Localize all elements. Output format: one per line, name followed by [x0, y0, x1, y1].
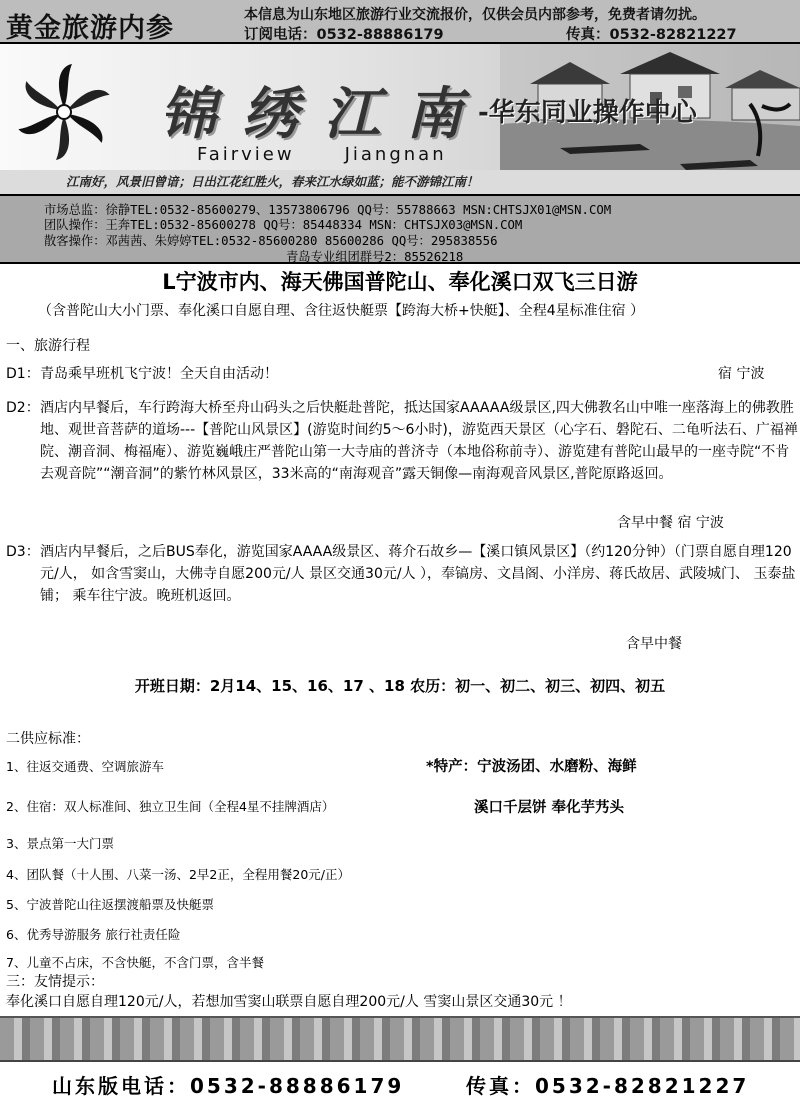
member-notice: 本信息为山东地区旅游行业交流报价，仅供会员内部参考，免费者请勿扰。	[244, 7, 706, 23]
flower-logo-icon	[14, 62, 114, 162]
tour-inclusion: （含普陀山大小门票、奉化溪口自愿自理、含往返快艇票【跨海大桥+快艇】、全程4星标准住宿 ）	[38, 303, 645, 319]
standard-item: 3、景点第一大门票	[6, 836, 114, 851]
calligraphy-title: 锦绣江南	[160, 81, 488, 147]
day-2-note: 含早中餐 宿 宁波	[617, 515, 724, 531]
section-standards: 二供应标准：	[6, 731, 90, 747]
english-name-right: Jiangnan	[344, 144, 447, 165]
day-text: 酒店内早餐后，车行跨海大桥至舟山码头之后快艇赴普陀，抵达国家AAAAA级景区,四大佛教名山中唯一座落海上的佛教胜地、观世音菩萨的道场---【普陀山风景区】(游览时间约5～6小时)，游览西天景区（心字石、磐陀石、二龟听法石、广福禅院、潮音洞、梅福庵）、游览巍峨庄严普陀山第一大寺庙的普济寺（本地俗称前寺）、游览建有普陀山最早的一座寺院“不肯去观音院”“潮音洞”的紫竹林风景区，33米高的“南海观音”露天铜像—南海观音风景区,普陀原路返回。	[40, 400, 798, 482]
standard-item: 2、住宿：双人标准间、独立卫生间（全程4星不挂牌酒店）	[6, 799, 335, 814]
decorative-band	[0, 1016, 800, 1062]
day-text: 青岛乘早班机飞宁波！全天自由活动！	[40, 366, 278, 382]
english-name	[197, 144, 497, 165]
standard-item: 7、儿童不占床，不含快艇，不含门票，含半餐	[6, 955, 264, 970]
footer-phone: 山东版电话：0532-88886179	[52, 1074, 405, 1098]
tour-title: L宁波市内、海天佛国普陀山、奉化溪口双飞三日游	[162, 270, 638, 294]
contact-block	[0, 194, 800, 264]
contact-row-individual: 散客操作：邓茜茜、朱婷婷TEL:0532-85600280 85600286 QQ号：295838556	[44, 234, 498, 248]
section-tips: 三：友情提示：	[6, 974, 104, 990]
footer-fax: 传真：0532-82821227	[466, 1074, 750, 1098]
fax-number: 传真：0532-82821227	[566, 27, 737, 43]
contact-row-group: 青岛专业组团群号2：85526218	[286, 250, 464, 264]
contact-row-market: 市场总监：徐静TEL:0532-85600279、13573806796 QQ号：55788663 MSN:CHTSJX01@MSN.COM	[44, 203, 612, 217]
banner-poem: 江南好，风景旧曾谙；日出江花红胜火，春来江水绿如蓝；能不游锦江南！	[0, 170, 800, 194]
day-label: D3：	[6, 544, 40, 560]
standard-item: 6、优秀导游服务 旅行社责任险	[6, 927, 181, 942]
day-label: D1：	[6, 366, 40, 382]
top-info-bar	[0, 0, 800, 44]
day-1-note: 宿 宁波	[718, 366, 765, 382]
standard-item: 4、团队餐（十人围、八菜一汤、2早2正，全程用餐20元/正）	[6, 867, 350, 882]
specialty-line-2: 溪口千层饼 奉化芋艿头	[474, 800, 625, 816]
banner	[0, 44, 800, 194]
section-itinerary: 一、旅游行程	[6, 338, 90, 354]
contact-row-team: 团队操作：王奔TEL:0532-85600278 QQ号：85448334 MSN：CHTSJX03@MSN.COM	[44, 218, 523, 232]
departure-dates: 开班日期：2月14、15、16、17 、18 农历：初一、初二、初三、初四、初五	[134, 677, 666, 695]
day-3-note: 含早中餐	[626, 636, 682, 652]
footer	[0, 1062, 800, 1100]
friendly-tip: 奉化溪口自愿自理120元/人，若想加雪窦山联票自愿自理200元/人 雪窦山景区交通30元 ！	[6, 994, 572, 1010]
day-text: 酒店内早餐后，之后BUS奉化，游览国家AAAA级景区、蒋介石故乡—【溪口镇风景区】（约120分钟）（门票自愿自理120元/人， 如含雪窦山，大佛寺自愿200元/人 景区交通30元/人 ），奉镐房、文昌阁、小洋房、蒋氏故居、武陵城门、 玉泰盐铺； 乘车往宁波。晚班机返回。	[40, 544, 796, 604]
day-label: D2：	[6, 400, 40, 416]
banner-slogan: -华东同业操作中心	[478, 98, 697, 128]
standard-item: 1、往返交通费、空调旅游车	[6, 759, 164, 774]
brand-title: 黄金旅游内参	[6, 13, 174, 44]
standard-item: 5、宁波普陀山往返摆渡船票及快艇票	[6, 897, 214, 912]
subscribe-phone: 订阅电话：0532-88886179	[244, 27, 444, 43]
english-name-left: Fairview	[197, 144, 295, 165]
subscribe-line	[244, 23, 737, 44]
specialty-line-1: *特产：宁波汤团、水磨粉、海鲜	[426, 759, 637, 775]
